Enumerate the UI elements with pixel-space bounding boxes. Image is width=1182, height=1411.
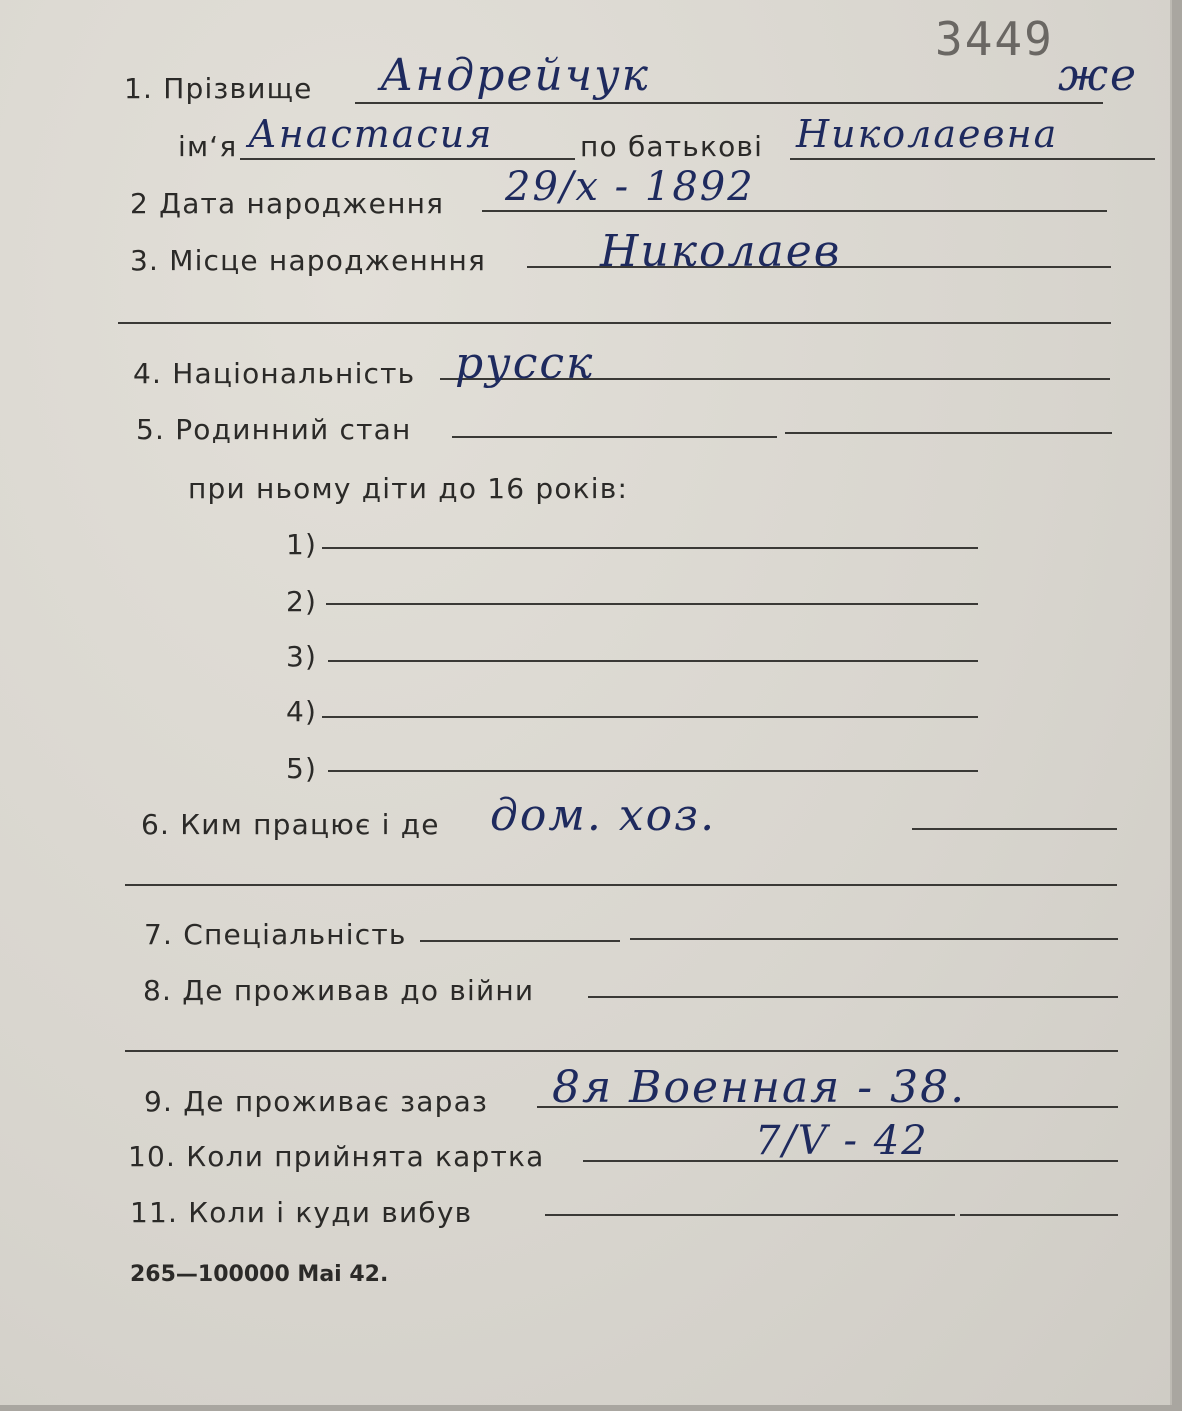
label-specialty: 7. Спеціальність <box>144 918 407 951</box>
label-card-accepted: 10. Коли прийнята картка <box>128 1140 545 1173</box>
label-child-2: 2) <box>286 585 318 618</box>
label-child-3: 3) <box>286 640 318 673</box>
value-birth-place: Николаев <box>600 226 842 277</box>
print-run-footer: 265—100000 Mai 42. <box>130 1262 389 1287</box>
value-current-residence: 8я Военная - 38. <box>552 1062 967 1113</box>
line-patronymic <box>790 158 1155 160</box>
line-child-1 <box>322 547 978 549</box>
label-first-name: ім‘я <box>178 130 238 163</box>
line-prewar-residence-extra <box>125 1050 1118 1052</box>
line-family-status-a <box>452 436 777 438</box>
label-child-4: 4) <box>286 695 318 728</box>
label-birth-place: 3. Місце народженння <box>130 244 487 277</box>
line-child-3 <box>328 660 978 662</box>
archive-number-stamp: 3449 <box>935 12 1054 66</box>
line-specialty-b <box>630 938 1118 940</box>
value-occupation: дом. хоз. <box>490 790 717 841</box>
value-first-name: Анастасия <box>248 112 494 156</box>
value-nationality: русск <box>455 338 595 389</box>
line-departed-b <box>960 1214 1118 1216</box>
line-birth-date <box>482 210 1107 212</box>
label-child-1: 1) <box>286 528 318 561</box>
line-occupation-extra <box>125 884 1117 886</box>
line-surname <box>355 102 1103 104</box>
label-birth-date: 2 Дата народження <box>130 187 445 220</box>
line-birth-place-extra <box>118 322 1111 324</box>
line-first-name <box>240 158 575 160</box>
label-occupation: 6. Ким працює і де <box>141 808 440 841</box>
value-card-accepted: 7/V - 42 <box>755 1118 929 1164</box>
label-nationality: 4. Національність <box>133 357 416 390</box>
label-family-status: 5. Родинний стан <box>136 413 412 446</box>
label-prewar-residence: 8. Де проживав до війни <box>143 974 535 1007</box>
value-surname: Андрейчук <box>380 50 650 101</box>
line-child-4 <box>322 716 978 718</box>
label-departed: 11. Коли і куди вибув <box>130 1196 473 1229</box>
value-birth-date: 29/х - 1892 <box>505 164 755 210</box>
line-departed-a <box>545 1214 955 1216</box>
label-child-5: 5) <box>286 752 318 785</box>
line-prewar-residence <box>588 996 1118 998</box>
label-patronymic: по батькові <box>580 130 764 163</box>
label-children: при ньому діти до 16 років: <box>188 472 629 505</box>
line-occupation <box>912 828 1117 830</box>
line-specialty-a <box>420 940 620 942</box>
line-family-status-b <box>785 432 1112 434</box>
label-surname: 1. Прізвище <box>124 72 313 105</box>
line-child-5 <box>328 770 978 772</box>
value-surname-suffix: же <box>1058 50 1139 101</box>
line-child-2 <box>326 603 978 605</box>
label-current-residence: 9. Де проживає зараз <box>144 1085 489 1118</box>
value-patronymic: Николаевна <box>796 112 1059 156</box>
